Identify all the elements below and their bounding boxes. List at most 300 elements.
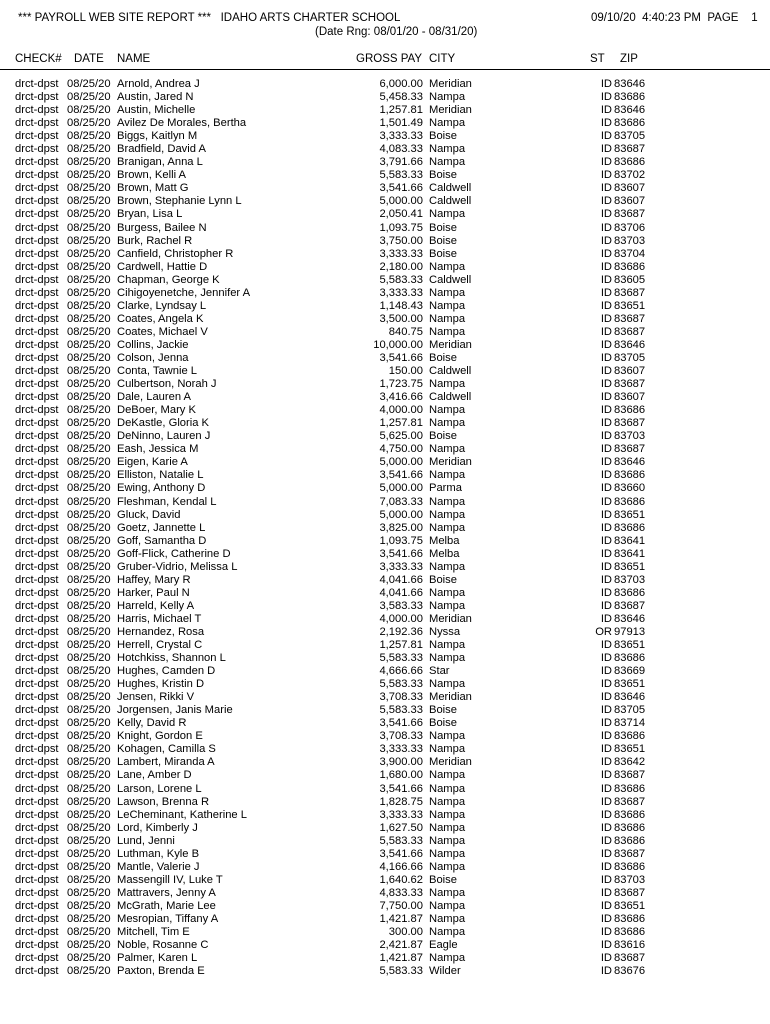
cell-name: Culbertson, Norah J bbox=[117, 378, 217, 391]
cell-date: 08/25/20 bbox=[67, 378, 111, 391]
cell-gross-pay: 1,257.81 bbox=[379, 417, 423, 430]
cell-check: drct-dpst bbox=[15, 573, 59, 586]
table-row bbox=[0, 117, 770, 130]
cell-name: Brown, Matt G bbox=[117, 182, 189, 195]
cell-date: 08/25/20 bbox=[67, 104, 111, 117]
cell-city: Boise bbox=[429, 247, 457, 260]
cell-name: DeKastle, Gloria K bbox=[117, 417, 210, 430]
cell-name: Kohagen, Camilla S bbox=[117, 743, 216, 756]
cell-zip: 83686 bbox=[614, 926, 646, 939]
cell-check: drct-dpst bbox=[15, 91, 59, 104]
cell-check: drct-dpst bbox=[15, 717, 59, 730]
cell-date: 08/25/20 bbox=[67, 560, 111, 573]
cell-date: 08/25/20 bbox=[67, 338, 111, 351]
cell-name: Herrell, Crystal C bbox=[117, 639, 203, 652]
cell-state: ID bbox=[600, 873, 612, 886]
table-row bbox=[0, 639, 770, 652]
cell-state: ID bbox=[600, 860, 612, 873]
cell-gross-pay: 10,000.00 bbox=[373, 338, 423, 351]
cell-zip: 83686 bbox=[614, 834, 646, 847]
cell-check: drct-dpst bbox=[15, 665, 59, 678]
cell-gross-pay: 3,541.66 bbox=[379, 182, 423, 195]
cell-gross-pay: 4,166.66 bbox=[379, 860, 423, 873]
cell-state: ID bbox=[600, 156, 612, 169]
cell-check: drct-dpst bbox=[15, 508, 59, 521]
table-row bbox=[0, 378, 770, 391]
cell-name: Collins, Jackie bbox=[117, 338, 189, 351]
table-row bbox=[0, 535, 770, 548]
cell-zip: 83651 bbox=[614, 299, 646, 312]
cell-zip: 83686 bbox=[614, 730, 646, 743]
cell-name: Clarke, Lyndsay L bbox=[117, 299, 207, 312]
cell-name: Hernandez, Rosa bbox=[117, 625, 205, 638]
cell-state: ID bbox=[600, 182, 612, 195]
cell-city: Caldwell bbox=[429, 391, 472, 404]
table-row bbox=[0, 235, 770, 248]
cell-name: Dale, Lauren A bbox=[117, 391, 192, 404]
cell-name: Lambert, Miranda A bbox=[117, 756, 215, 769]
cell-city: Nampa bbox=[429, 443, 466, 456]
table-row bbox=[0, 665, 770, 678]
cell-date: 08/25/20 bbox=[67, 234, 111, 247]
table-row bbox=[0, 652, 770, 665]
cell-date: 08/25/20 bbox=[67, 482, 111, 495]
cell-city: Nampa bbox=[429, 469, 466, 482]
col-header-zip: ZIP bbox=[620, 53, 638, 65]
cell-name: Knight, Gordon E bbox=[117, 730, 203, 743]
cell-name: Cihigoyenetche, Jennifer A bbox=[117, 286, 251, 299]
cell-zip: 83702 bbox=[614, 169, 646, 182]
cell-zip: 83714 bbox=[614, 717, 646, 730]
cell-date: 08/25/20 bbox=[67, 130, 111, 143]
cell-name: Luthman, Kyle B bbox=[117, 847, 200, 860]
cell-date: 08/25/20 bbox=[67, 730, 111, 743]
cell-zip: 83660 bbox=[614, 482, 646, 495]
table-row bbox=[0, 939, 770, 952]
cell-name: Jensen, Rikki V bbox=[117, 691, 195, 704]
cell-state: ID bbox=[600, 599, 612, 612]
cell-check: drct-dpst bbox=[15, 208, 59, 221]
cell-gross-pay: 5,000.00 bbox=[379, 456, 423, 469]
cell-gross-pay: 3,791.66 bbox=[379, 156, 423, 169]
cell-date: 08/25/20 bbox=[67, 965, 111, 978]
cell-check: drct-dpst bbox=[15, 756, 59, 769]
table-row bbox=[0, 326, 770, 339]
cell-city: Nampa bbox=[429, 821, 466, 834]
cell-city: Boise bbox=[429, 234, 457, 247]
table-row bbox=[0, 743, 770, 756]
cell-check: drct-dpst bbox=[15, 378, 59, 391]
cell-gross-pay: 3,500.00 bbox=[379, 312, 423, 325]
cell-state: ID bbox=[600, 273, 612, 286]
cell-zip: 83687 bbox=[614, 847, 646, 860]
cell-zip: 83686 bbox=[614, 469, 646, 482]
table-row bbox=[0, 600, 770, 613]
cell-check: drct-dpst bbox=[15, 795, 59, 808]
cell-name: Fleshman, Kendal L bbox=[117, 495, 217, 508]
table-row bbox=[0, 287, 770, 300]
cell-check: drct-dpst bbox=[15, 547, 59, 560]
cell-state: ID bbox=[600, 678, 612, 691]
cell-city: Nampa bbox=[429, 886, 466, 899]
cell-state: ID bbox=[600, 299, 612, 312]
cell-zip: 83651 bbox=[614, 899, 646, 912]
cell-zip: 83687 bbox=[614, 769, 646, 782]
cell-zip: 83705 bbox=[614, 351, 646, 364]
cell-state: ID bbox=[600, 612, 612, 625]
cell-name: Mesropian, Tiffany A bbox=[117, 913, 219, 925]
cell-name: Eash, Jessica M bbox=[117, 443, 199, 456]
table-row bbox=[0, 887, 770, 900]
cell-city: Meridian bbox=[429, 612, 472, 625]
cell-gross-pay: 1,627.50 bbox=[379, 821, 423, 834]
cell-gross-pay: 150.00 bbox=[388, 365, 423, 378]
cell-name: Eigen, Karie A bbox=[117, 456, 188, 469]
cell-check: drct-dpst bbox=[15, 899, 59, 912]
cell-name: Gruber-Vidrio, Melissa L bbox=[117, 560, 238, 573]
cell-gross-pay: 3,541.66 bbox=[379, 469, 423, 482]
cell-gross-pay: 3,708.33 bbox=[379, 730, 423, 743]
table-row bbox=[0, 182, 770, 195]
table-row bbox=[0, 365, 770, 378]
cell-date: 08/25/20 bbox=[67, 325, 111, 338]
cell-check: drct-dpst bbox=[15, 926, 59, 939]
cell-check: drct-dpst bbox=[15, 299, 59, 312]
cell-date: 08/25/20 bbox=[67, 769, 111, 782]
cell-check: drct-dpst bbox=[15, 886, 59, 899]
cell-date: 08/25/20 bbox=[67, 286, 111, 299]
cell-gross-pay: 2,050.41 bbox=[379, 208, 423, 221]
table-row bbox=[0, 730, 770, 743]
cell-check: drct-dpst bbox=[15, 351, 59, 364]
cell-zip: 83686 bbox=[614, 91, 646, 104]
cell-check: drct-dpst bbox=[15, 365, 59, 378]
cell-state: ID bbox=[600, 756, 612, 769]
cell-state: ID bbox=[600, 430, 612, 443]
cell-gross-pay: 300.00 bbox=[388, 926, 423, 939]
table-row bbox=[0, 404, 770, 417]
cell-state: ID bbox=[600, 834, 612, 847]
table-row bbox=[0, 339, 770, 352]
table-row bbox=[0, 822, 770, 835]
cell-gross-pay: 5,000.00 bbox=[379, 508, 423, 521]
cell-date: 08/25/20 bbox=[67, 926, 111, 939]
cell-check: drct-dpst bbox=[15, 456, 59, 469]
cell-city: Nampa bbox=[429, 378, 466, 391]
cell-state: ID bbox=[600, 365, 612, 378]
cell-zip: 83686 bbox=[614, 808, 646, 821]
cell-zip: 83651 bbox=[614, 560, 646, 573]
cell-date: 08/25/20 bbox=[67, 573, 111, 586]
table-row bbox=[0, 900, 770, 913]
cell-zip: 83616 bbox=[614, 939, 646, 952]
cell-check: drct-dpst bbox=[15, 443, 59, 456]
cell-check: drct-dpst bbox=[15, 704, 59, 717]
cell-city: Boise bbox=[429, 717, 457, 730]
cell-check: drct-dpst bbox=[15, 312, 59, 325]
cell-gross-pay: 4,833.33 bbox=[379, 886, 423, 899]
cell-gross-pay: 1,680.00 bbox=[379, 769, 423, 782]
cell-check: drct-dpst bbox=[15, 130, 59, 143]
cell-zip: 83705 bbox=[614, 704, 646, 717]
cell-date: 08/25/20 bbox=[67, 391, 111, 404]
cell-city: Melba bbox=[429, 547, 460, 560]
cell-date: 08/25/20 bbox=[67, 782, 111, 795]
cell-zip: 83607 bbox=[614, 391, 646, 404]
col-header-st: ST bbox=[590, 53, 605, 65]
table-row bbox=[0, 78, 770, 91]
table-row bbox=[0, 195, 770, 208]
cell-date: 08/25/20 bbox=[67, 469, 111, 482]
cell-city: Nyssa bbox=[429, 625, 461, 638]
cell-state: ID bbox=[600, 221, 612, 234]
cell-state: ID bbox=[600, 547, 612, 560]
cell-zip: 83687 bbox=[614, 417, 646, 430]
col-header-name: NAME bbox=[117, 53, 151, 65]
cell-name: Harker, Paul N bbox=[117, 586, 190, 599]
cell-city: Meridian bbox=[429, 756, 472, 769]
cell-date: 08/25/20 bbox=[67, 743, 111, 756]
cell-state: ID bbox=[600, 769, 612, 782]
cell-state: ID bbox=[600, 573, 612, 586]
cell-state: ID bbox=[600, 717, 612, 730]
cell-state: ID bbox=[600, 743, 612, 756]
table-row bbox=[0, 848, 770, 861]
table-row bbox=[0, 717, 770, 730]
col-header-date: DATE bbox=[74, 53, 104, 65]
cell-state: ID bbox=[600, 469, 612, 482]
cell-check: drct-dpst bbox=[15, 652, 59, 665]
cell-gross-pay: 5,583.33 bbox=[379, 273, 423, 286]
cell-date: 08/25/20 bbox=[67, 939, 111, 952]
cell-date: 08/25/20 bbox=[67, 273, 111, 286]
cell-state: ID bbox=[600, 847, 612, 860]
table-row bbox=[0, 300, 770, 313]
cell-date: 08/25/20 bbox=[67, 665, 111, 678]
cell-date: 08/25/20 bbox=[67, 834, 111, 847]
cell-city: Star bbox=[429, 665, 450, 678]
cell-check: drct-dpst bbox=[15, 808, 59, 821]
table-row bbox=[0, 548, 770, 561]
cell-date: 08/25/20 bbox=[67, 599, 111, 612]
cell-date: 08/25/20 bbox=[67, 208, 111, 221]
cell-date: 08/25/20 bbox=[67, 625, 111, 638]
cell-gross-pay: 1,421.87 bbox=[379, 952, 423, 965]
cell-name: Gluck, David bbox=[117, 508, 181, 521]
cell-city: Nampa bbox=[429, 325, 466, 338]
cell-city: Nampa bbox=[429, 769, 466, 782]
cell-name: Mattravers, Jenny A bbox=[117, 886, 216, 899]
cell-name: LeCheminant, Katherine L bbox=[117, 808, 247, 821]
cell-date: 08/25/20 bbox=[67, 404, 111, 417]
cell-check: drct-dpst bbox=[15, 743, 59, 756]
cell-city: Nampa bbox=[429, 260, 466, 273]
cell-check: drct-dpst bbox=[15, 678, 59, 691]
table-row bbox=[0, 248, 770, 261]
table-row bbox=[0, 469, 770, 482]
cell-zip: 83704 bbox=[614, 247, 646, 260]
cell-name: Ewing, Anthony D bbox=[117, 482, 206, 495]
cell-zip: 83687 bbox=[614, 952, 646, 965]
cell-state: ID bbox=[600, 404, 612, 417]
cell-zip: 83686 bbox=[614, 860, 646, 873]
cell-gross-pay: 2,180.00 bbox=[379, 260, 423, 273]
cell-gross-pay: 1,640.62 bbox=[379, 873, 423, 886]
cell-gross-pay: 4,000.00 bbox=[379, 612, 423, 625]
cell-gross-pay: 5,625.00 bbox=[379, 430, 423, 443]
cell-city: Nampa bbox=[429, 913, 466, 925]
cell-name: Coates, Angela K bbox=[117, 312, 204, 325]
cell-city: Parma bbox=[429, 482, 462, 495]
table-row bbox=[0, 274, 770, 287]
cell-state: ID bbox=[600, 78, 612, 90]
cell-gross-pay: 3,333.33 bbox=[379, 247, 423, 260]
cell-gross-pay: 3,541.66 bbox=[379, 782, 423, 795]
cell-name: Austin, Jared N bbox=[117, 91, 194, 104]
cell-gross-pay: 4,000.00 bbox=[379, 404, 423, 417]
cell-state: ID bbox=[600, 521, 612, 534]
cell-zip: 83641 bbox=[614, 534, 646, 547]
cell-date: 08/25/20 bbox=[67, 873, 111, 886]
table-row bbox=[0, 874, 770, 887]
cell-state: ID bbox=[600, 260, 612, 273]
table-row bbox=[0, 130, 770, 143]
table-row bbox=[0, 391, 770, 404]
cell-city: Nampa bbox=[429, 678, 466, 691]
cell-date: 08/25/20 bbox=[67, 495, 111, 508]
cell-gross-pay: 4,041.66 bbox=[379, 573, 423, 586]
cell-city: Nampa bbox=[429, 586, 466, 599]
cell-name: Canfield, Christopher R bbox=[117, 247, 234, 260]
cell-zip: 83706 bbox=[614, 221, 646, 234]
cell-check: drct-dpst bbox=[15, 482, 59, 495]
cell-name: Palmer, Karen L bbox=[117, 952, 198, 965]
table-row bbox=[0, 417, 770, 430]
cell-date: 08/25/20 bbox=[67, 913, 111, 925]
cell-check: drct-dpst bbox=[15, 730, 59, 743]
cell-state: ID bbox=[600, 351, 612, 364]
cell-gross-pay: 1,723.75 bbox=[379, 378, 423, 391]
cell-city: Caldwell bbox=[429, 365, 472, 378]
cell-state: ID bbox=[600, 143, 612, 156]
cell-name: Brown, Kelli A bbox=[117, 169, 187, 182]
table-row bbox=[0, 561, 770, 574]
cell-zip: 83686 bbox=[614, 913, 646, 925]
cell-zip: 83646 bbox=[614, 612, 646, 625]
col-header-city: CITY bbox=[429, 53, 456, 65]
cell-gross-pay: 5,583.33 bbox=[379, 652, 423, 665]
table-row bbox=[0, 965, 770, 978]
cell-zip: 83651 bbox=[614, 743, 646, 756]
cell-city: Nampa bbox=[429, 782, 466, 795]
cell-date: 08/25/20 bbox=[67, 430, 111, 443]
cell-date: 08/25/20 bbox=[67, 221, 111, 234]
cell-gross-pay: 5,583.33 bbox=[379, 704, 423, 717]
cell-check: drct-dpst bbox=[15, 847, 59, 860]
cell-city: Nampa bbox=[429, 743, 466, 756]
cell-zip: 83687 bbox=[614, 886, 646, 899]
cell-state: ID bbox=[600, 443, 612, 456]
cell-zip: 83676 bbox=[614, 965, 646, 978]
cell-date: 08/25/20 bbox=[67, 821, 111, 834]
cell-gross-pay: 3,333.33 bbox=[379, 560, 423, 573]
cell-state: ID bbox=[600, 286, 612, 299]
table-row bbox=[0, 952, 770, 965]
cell-zip: 83646 bbox=[614, 338, 646, 351]
cell-name: Burk, Rachel R bbox=[117, 234, 193, 247]
table-row bbox=[0, 208, 770, 221]
cell-city: Nampa bbox=[429, 599, 466, 612]
table-row bbox=[0, 156, 770, 169]
table-row bbox=[0, 91, 770, 104]
cell-name: Hotchkiss, Shannon L bbox=[117, 652, 226, 665]
cell-gross-pay: 3,333.33 bbox=[379, 130, 423, 143]
cell-zip: 83651 bbox=[614, 508, 646, 521]
cell-date: 08/25/20 bbox=[67, 156, 111, 169]
cell-gross-pay: 5,583.33 bbox=[379, 965, 423, 978]
cell-date: 08/25/20 bbox=[67, 351, 111, 364]
cell-zip: 83703 bbox=[614, 430, 646, 443]
cell-date: 08/25/20 bbox=[67, 417, 111, 430]
cell-date: 08/25/20 bbox=[67, 678, 111, 691]
cell-zip: 83641 bbox=[614, 547, 646, 560]
cell-zip: 83687 bbox=[614, 599, 646, 612]
cell-date: 08/25/20 bbox=[67, 847, 111, 860]
cell-name: Lawson, Brenna R bbox=[117, 795, 210, 808]
cell-date: 08/25/20 bbox=[67, 886, 111, 899]
table-row bbox=[0, 796, 770, 809]
cell-check: drct-dpst bbox=[15, 260, 59, 273]
table-row bbox=[0, 222, 770, 235]
cell-check: drct-dpst bbox=[15, 169, 59, 182]
cell-check: drct-dpst bbox=[15, 286, 59, 299]
cell-name: Kelly, David R bbox=[117, 717, 187, 730]
cell-date: 08/25/20 bbox=[67, 534, 111, 547]
cell-zip: 83687 bbox=[614, 443, 646, 456]
cell-gross-pay: 4,750.00 bbox=[379, 443, 423, 456]
table-row bbox=[0, 835, 770, 848]
report-title: *** PAYROLL WEB SITE REPORT *** IDAHO ARTS CHARTER SCHOOL bbox=[18, 12, 401, 24]
cell-zip: 83646 bbox=[614, 456, 646, 469]
cell-city: Nampa bbox=[429, 847, 466, 860]
cell-zip: 83703 bbox=[614, 573, 646, 586]
cell-check: drct-dpst bbox=[15, 913, 59, 925]
cell-state: ID bbox=[600, 926, 612, 939]
cell-check: drct-dpst bbox=[15, 639, 59, 652]
cell-state: ID bbox=[600, 965, 612, 978]
table-row bbox=[0, 522, 770, 535]
cell-check: drct-dpst bbox=[15, 469, 59, 482]
cell-name: Mitchell, Tim E bbox=[117, 926, 190, 939]
cell-city: Nampa bbox=[429, 417, 466, 430]
cell-check: drct-dpst bbox=[15, 586, 59, 599]
table-row bbox=[0, 509, 770, 522]
cell-date: 08/25/20 bbox=[67, 260, 111, 273]
cell-name: Bradfield, David A bbox=[117, 143, 206, 156]
cell-city: Boise bbox=[429, 704, 457, 717]
cell-state: ID bbox=[600, 91, 612, 104]
cell-check: drct-dpst bbox=[15, 78, 59, 90]
cell-check: drct-dpst bbox=[15, 117, 59, 130]
cell-city: Nampa bbox=[429, 143, 466, 156]
cell-city: Nampa bbox=[429, 521, 466, 534]
cell-date: 08/25/20 bbox=[67, 612, 111, 625]
cell-date: 08/25/20 bbox=[67, 143, 111, 156]
cell-city: Boise bbox=[429, 130, 457, 143]
cell-zip: 83687 bbox=[614, 325, 646, 338]
table-row bbox=[0, 313, 770, 326]
cell-date: 08/25/20 bbox=[67, 456, 111, 469]
